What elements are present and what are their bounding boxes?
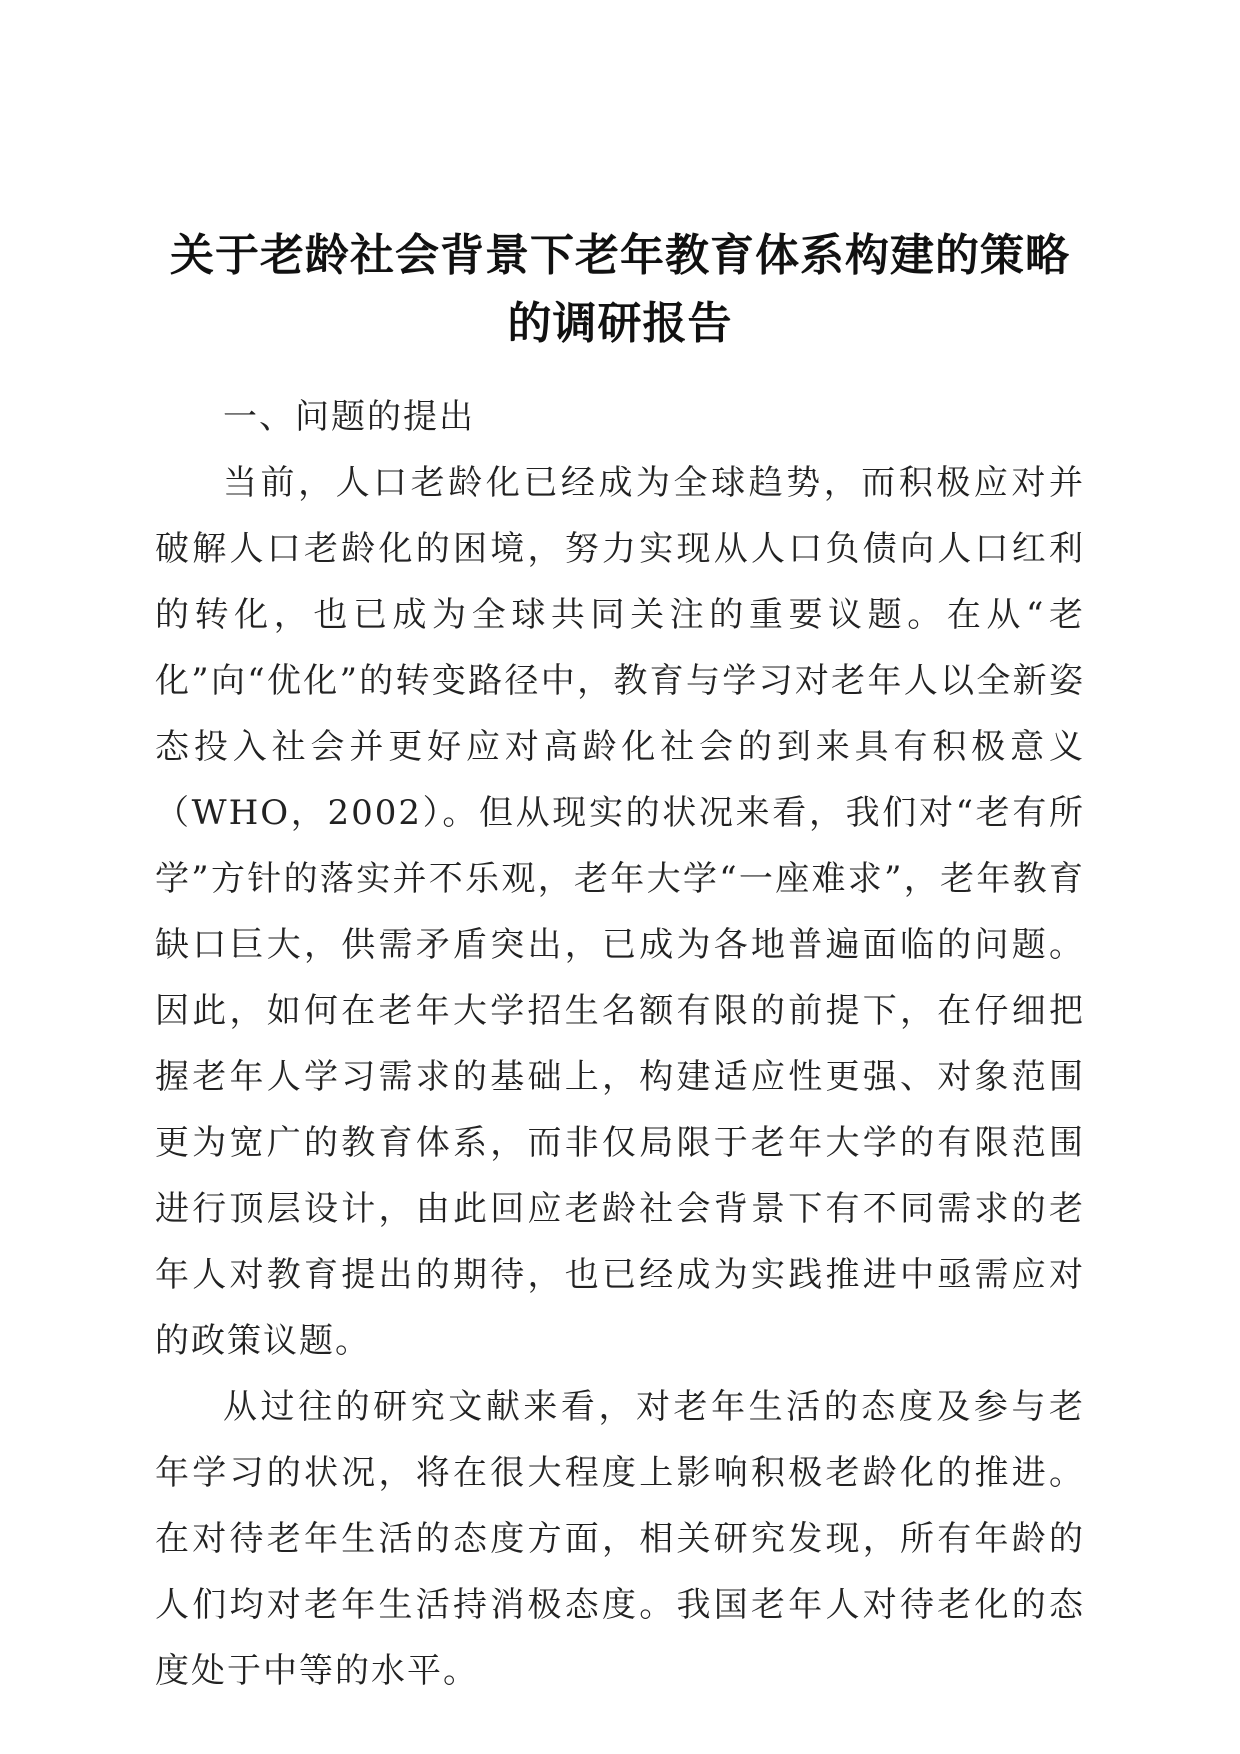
paragraph-2: 从过往的研究文献来看，对老年生活的态度及参与老年学习的状况，将在很大程度上影响积极老龄化的推进。在对待老年生活的态度方面，相关研究发现，所有年龄的人们均对老年生活持消极态度。我国老年人对待老化的态度处于中等的水平。 [155, 1387, 1085, 1691]
document-body [155, 384, 1085, 1704]
section-heading: 一、问题的提出 [223, 397, 475, 437]
document-title [140, 222, 1100, 358]
paragraph-1: 当前，人口老龄化已经成为全球趋势，而积极应对并破解人口老龄化的困境，努力实现从人口负债向人口红利的转化，也已成为全球共同关注的重要议题。在从“老化”向“优化”的转变路径中，教育与学习对老年人以全新姿态投入社会并更好应对高龄化社会的到来具有积极意义（WHO，2002）。但从现实的状况来看，我们对“老有所学”方针的落实并不乐观，老年大学“一座难求”，老年教育缺口巨大，供需矛盾突出，已成为各地普遍面临的问题。因此，如何在老年大学招生名额有限的前提下，在仔细把握老年人学习需求的基础上，构建适应性更强、对象范围更为宽广的教育体系，而非仅局限于老年大学的有限范围进行顶层设计，由此回应老龄社会背景下有不同需求的老年人对教育提出的期待，也已经成为实践推进中亟需应对的政策议题。 [155, 463, 1085, 1361]
title-line-2: 的调研报告 [507, 298, 733, 349]
title-line-1: 关于老龄社会背景下老年教育体系构建的策略 [170, 230, 1070, 281]
